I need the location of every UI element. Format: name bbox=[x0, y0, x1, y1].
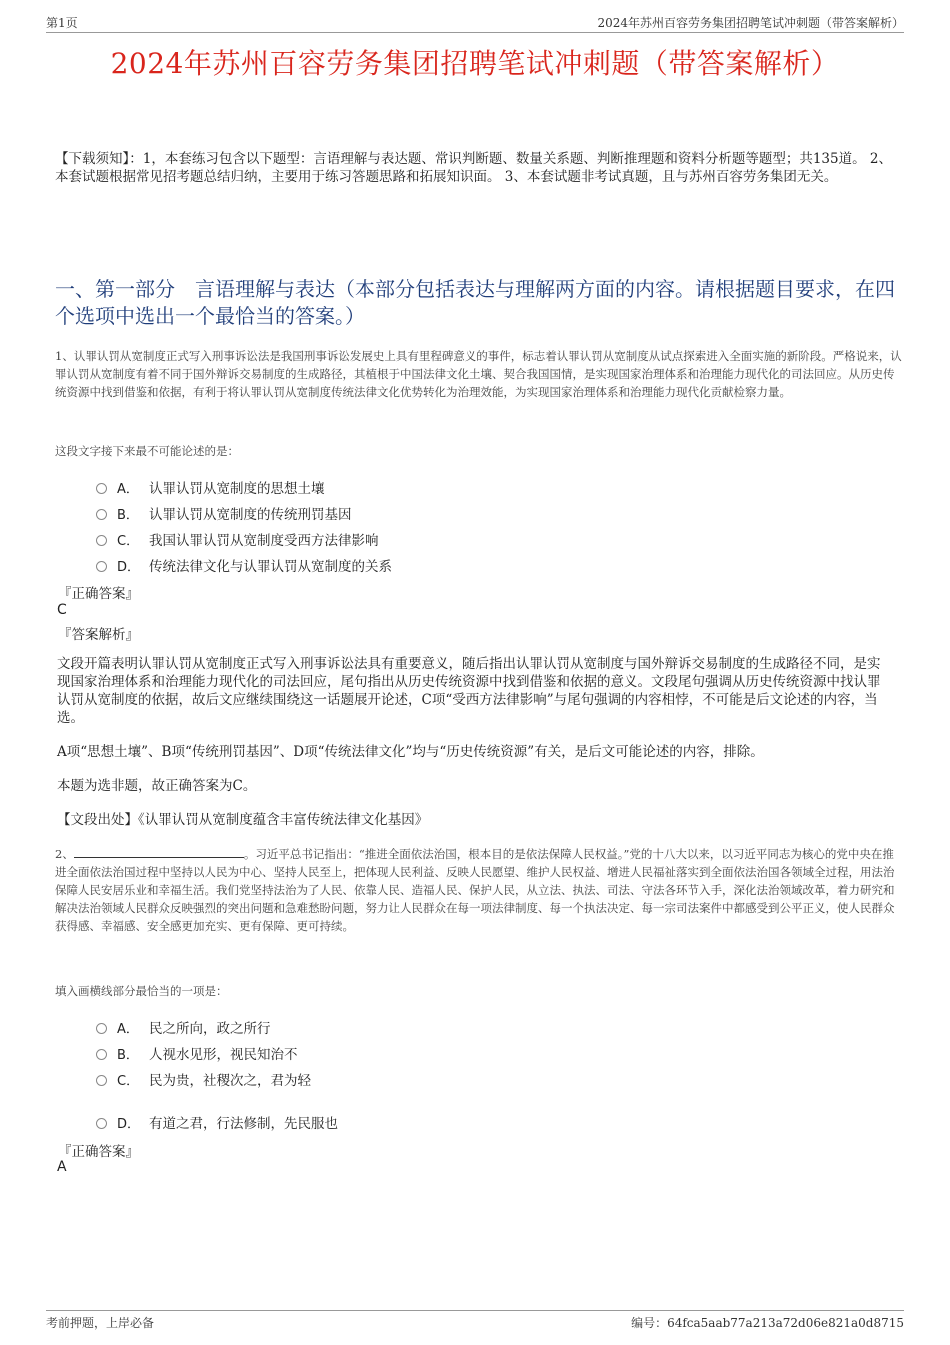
radio-icon[interactable] bbox=[96, 509, 107, 520]
document-title: 2024年苏州百容劳务集团招聘笔试冲刺题（带答案解析） bbox=[110, 47, 840, 80]
option-letter: D． bbox=[117, 559, 141, 575]
q2-option-c[interactable] bbox=[96, 1069, 311, 1089]
option-text: 有道之君，行法修制，先民服也 bbox=[149, 1116, 338, 1132]
q1-answer: C bbox=[57, 602, 67, 618]
option-text: 我国认罪认罚从宽制度受西方法律影响 bbox=[149, 533, 379, 549]
page-number: 第1页 bbox=[46, 16, 78, 30]
q2-option-b[interactable] bbox=[96, 1043, 298, 1063]
q2-option-d[interactable] bbox=[96, 1112, 338, 1132]
document-code: 编号：64fca5aab77a213a72d06e821a0d8715 bbox=[631, 1316, 904, 1330]
option-text: 认罪认罚从宽制度的思想土壤 bbox=[149, 481, 325, 497]
option-letter: B． bbox=[117, 1047, 139, 1063]
q1-option-c[interactable] bbox=[96, 529, 379, 549]
radio-icon[interactable] bbox=[96, 535, 107, 546]
option-text: 人视水见形，视民知治不 bbox=[149, 1047, 298, 1063]
option-text: 传统法律文化与认罪认罚从宽制度的关系 bbox=[149, 559, 392, 575]
footer-slogan: 考前押题，上岸必备 bbox=[46, 1316, 155, 1330]
question-2-body: 。习近平总书记指出：“推进全面依法治国，根本目的是依法保障人民权益。”党的十八大以来，以习近平同志为核心的党中央在推进全面依法治国过程中坚持以人民为中心、坚持人民至上，把体现人民利益、反映人民愿望、维护人民权益、增进人民福祉落实到全面依法治国各领域全过程，用法治保障人民安居乐业和幸福生活。我们党坚持法治为了人民、依靠人民、造福人民、保护人民，从立法、执法、司法、守法各环节入手，深化法治领域改革，着力研究和解决法治领域人民群众反映强烈的突出问题和急难愁盼问题，努力让人民群众在每一项法律制度、每一个执法决定、每一宗司法案件中都感受到公平正义，使人民群众获得感、幸福感、安全感更加充实、更有保障、更可持续。 bbox=[55, 847, 895, 933]
q1-analysis-paragraph-1: 文段开篇表明认罪认罚从宽制度正式写入刑事诉讼法具有重要意义，随后指出认罪认罚从宽制度与国外辩诉交易制度的生成路径不同，是实现国家治理体系和治理能力现代化的司法回应，尾句指出从历史传统资源中找到借鉴和依据的意义。文段尾句强调从历史传统资源中找认罪认罚从宽制度的依据，故后文应继续围绕这一话题展开论述，C项“受西方法律影响”与尾句强调的内容相悖，不可能是后文论述的内容，当选。 bbox=[57, 656, 881, 726]
option-text: 认罪认罚从宽制度的传统刑罚基因 bbox=[149, 507, 352, 523]
question-1-text: 1、认罪认罚从宽制度正式写入刑事诉讼法是我国刑事诉讼发展史上具有里程碑意义的事件，标志着认罪认罚从宽制度从试点探索进入全面实施的新阶段。严格说来，认罪认罚从宽制度有着不同于国外辩诉交易制度的生成路径，其植根于中国法律文化土壤、契合我国国情，是实现国家治理体系和治理能力现代化的司法回应。从历史传统资源中找到借鉴和依据，有利于将认罪认罚从宽制度传统法律文化优势转化为治理效能，为实现国家治理体系和治理能力现代化贡献检察力量。 bbox=[55, 349, 902, 399]
question-1-prompt: 这段文字接下来最不可能论述的是： bbox=[55, 444, 239, 458]
q2-answer: A bbox=[57, 1159, 67, 1175]
option-letter: C． bbox=[117, 533, 140, 549]
header-divider bbox=[46, 32, 904, 33]
footer-divider bbox=[46, 1310, 904, 1311]
option-letter: A． bbox=[117, 1021, 139, 1037]
fill-in-blank bbox=[74, 845, 244, 858]
download-notice: 【下载须知】：1，本套练习包含以下题型：言语理解与表达题、常识判断题、数量关系题、判断推理题和资料分析题等题型；共135道。 2、本套试题根据常见招考题总结归纳，主要用于练习答题思路和拓展知识面。 3、本套试题非考试真题，且与苏州百容劳务集团无关。 bbox=[55, 151, 892, 185]
q1-answer-label: 『正确答案』 bbox=[58, 586, 139, 602]
radio-icon[interactable] bbox=[96, 1049, 107, 1060]
option-letter: A． bbox=[117, 481, 139, 497]
radio-icon[interactable] bbox=[96, 561, 107, 572]
q1-analysis-paragraph-3: 本题为选非题，故正确答案为C。 bbox=[57, 778, 257, 794]
radio-icon[interactable] bbox=[96, 1075, 107, 1086]
q2-answer-label: 『正确答案』 bbox=[58, 1144, 139, 1160]
question-2-text bbox=[55, 845, 905, 935]
q1-source: 【文段出处】《认罪认罚从宽制度蕴含丰富传统法律文化基因》 bbox=[57, 812, 429, 828]
option-text: 民为贵，社稷次之，君为轻 bbox=[149, 1073, 311, 1089]
q1-option-b[interactable] bbox=[96, 503, 352, 523]
q1-option-d[interactable] bbox=[96, 555, 392, 575]
q1-analysis-label: 『答案解析』 bbox=[58, 627, 139, 643]
radio-icon[interactable] bbox=[96, 1023, 107, 1034]
q1-option-a[interactable] bbox=[96, 477, 325, 497]
option-letter: C． bbox=[117, 1073, 140, 1089]
radio-icon[interactable] bbox=[96, 1118, 107, 1129]
section-heading: 一、第一部分 言语理解与表达（本部分包括表达与理解两方面的内容。请根据题目要求，在四个选项中选出一个最恰当的答案。） bbox=[55, 277, 895, 328]
q2-option-a[interactable] bbox=[96, 1017, 271, 1037]
question-2-prompt: 填入画横线部分最恰当的一项是： bbox=[55, 984, 228, 998]
option-text: 民之所向，政之所行 bbox=[149, 1021, 271, 1037]
radio-icon[interactable] bbox=[96, 483, 107, 494]
q1-analysis-paragraph-2: A项“思想土壤”、B项“传统刑罚基因”、D项“传统法律文化”均与“历史传统资源”有关，是后文可能论述的内容，排除。 bbox=[57, 744, 764, 760]
question-2-number: 2、 bbox=[55, 847, 74, 861]
option-letter: B． bbox=[117, 507, 139, 523]
running-header-title: 2024年苏州百容劳务集团招聘笔试冲刺题（带答案解析） bbox=[597, 16, 904, 30]
option-letter: D． bbox=[117, 1116, 141, 1132]
